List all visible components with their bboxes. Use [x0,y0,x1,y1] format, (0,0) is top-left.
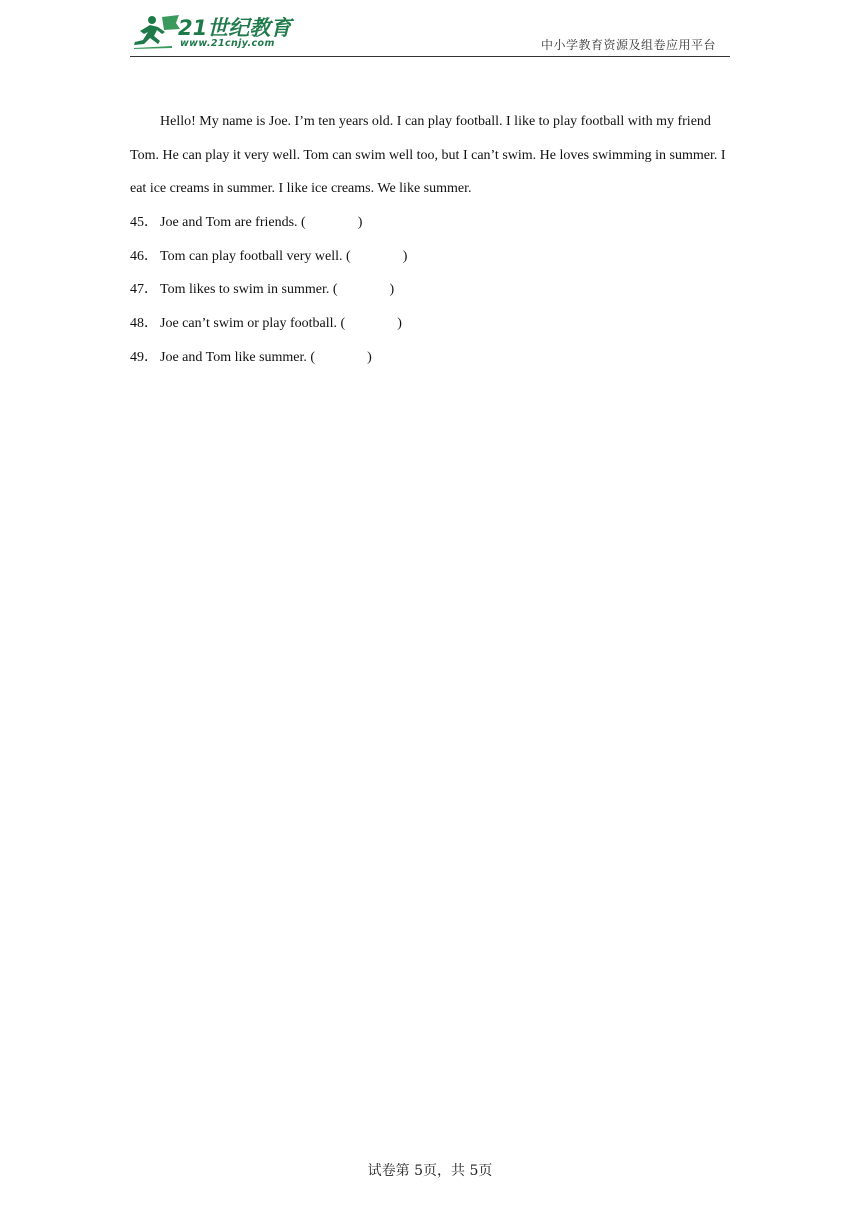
logo [130,10,300,52]
question-text: Tom likes to swim in summer. ( [160,282,338,298]
question-number: 45． [130,215,158,231]
closing-paren: ) [402,248,408,264]
question-number: 46． [130,248,158,264]
question-text: Joe and Tom are friends. ( [160,215,306,231]
question-item [130,273,726,307]
question-text: Joe can’t swim or play football. ( [160,316,346,332]
closing-paren: ) [397,316,402,332]
question-item [130,240,726,274]
page-footer: 试卷第 5页，共 5页 [367,1163,493,1179]
question-number: 47． [130,282,158,298]
page-header [130,8,730,57]
closing-paren: ) [389,282,395,298]
question-text: Joe and Tom like summer. ( [160,349,316,365]
closing-paren: ) [367,349,372,365]
question-item [130,206,726,240]
logo-url: www.21cnjy.com [180,38,275,49]
exercise-content [130,105,726,375]
reading-passage: Hello! My name is Joe. I’m ten years old. I can play football. I like to play football with my friend Tom. He can play it very well. Tom can swim well too, but I can’t swim. He loves swimming in summer. I eat ice creams in summer. I like ice creams. We like summer. [130,114,726,197]
runner-logo-icon [132,14,182,50]
question-item [130,307,726,341]
question-text: Tom can play football very well. ( [160,248,351,264]
question-number: 49． [130,349,158,365]
question-item [130,341,726,375]
question-number: 48． [130,316,158,332]
logo-title: 21世纪教育 [178,16,292,40]
closing-paren: ) [357,215,363,231]
platform-name: 中小学教育资源及组卷应用平台 [540,38,716,52]
